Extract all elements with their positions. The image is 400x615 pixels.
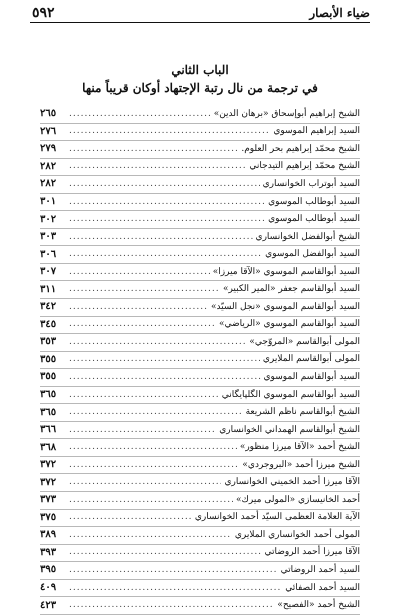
- toc-entry: [40, 352, 360, 370]
- toc-entry-page: ٣٥٥: [40, 371, 57, 383]
- toc-entry-name: الشيخ ميرزا أحمد «البروجردي»: [242, 459, 360, 470]
- toc-entry-name: السيد أحمد الصفائي: [285, 582, 360, 593]
- toc-entry: [40, 422, 360, 440]
- toc-entry-name: السيد أبوالقاسم الموسوي «الرياضي»: [219, 319, 360, 330]
- toc-entry-name: الشيخ أبوالقاسم ناظم الشريعة: [245, 407, 360, 418]
- toc-dot-leader: [69, 162, 246, 171]
- toc-dot-leader: [69, 215, 265, 224]
- toc-dot-leader: [69, 531, 232, 540]
- table-of-contents: [40, 106, 360, 615]
- toc-dot-leader: [69, 268, 210, 277]
- toc-entry: [40, 106, 360, 124]
- toc-entry: [40, 299, 360, 317]
- toc-entry: [40, 439, 360, 457]
- header-divider: [30, 22, 370, 23]
- toc-entry-name: الشيخ أبوالقاسم الهمداني الخوانساري: [219, 424, 360, 435]
- toc-entry: [40, 597, 360, 615]
- toc-entry: [40, 474, 360, 492]
- toc-entry-page: ٣٦٥: [40, 389, 57, 401]
- toc-entry-page: ٣٥٣: [40, 336, 57, 348]
- toc-entry-page: ٣٠٣: [40, 231, 57, 243]
- toc-entry: [40, 404, 360, 422]
- toc-entry-name: السيد أبوالقاسم الموسوي: [263, 371, 360, 382]
- toc-entry-name: الشيخ إبراهيم أبوإسحاق «برهان الدين»: [213, 108, 360, 119]
- toc-entry: [40, 141, 360, 159]
- toc-entry: [40, 211, 360, 229]
- toc-entry: [40, 176, 360, 194]
- toc-entry-page: ٣٧٢: [40, 459, 57, 471]
- toc-entry: [40, 317, 360, 335]
- toc-entry-name: السيد أحمد الروضاتي: [280, 564, 360, 575]
- toc-entry-name: المولى أبوالقاسم الملايري: [262, 354, 360, 365]
- toc-entry-page: ٢٨٢: [40, 178, 57, 190]
- page-header: [32, 6, 370, 20]
- toc-entry: [40, 580, 360, 598]
- toc-entry-page: ٣٦٥: [40, 406, 57, 418]
- toc-dot-leader: [69, 584, 282, 593]
- toc-dot-leader: [69, 496, 233, 505]
- toc-entry: [40, 229, 360, 247]
- toc-dot-leader: [69, 355, 260, 364]
- toc-entry-page: ٢٦٥: [40, 108, 57, 120]
- toc-entry-page: ٢٧٩: [40, 143, 57, 155]
- toc-entry: [40, 510, 360, 528]
- toc-entry-page: ٣٠٦: [40, 248, 57, 260]
- toc-entry-name: السيد أبوالقاسم الموسوي الگلپايگاني: [221, 389, 360, 400]
- toc-entry-page: ٣٠٢: [40, 213, 57, 225]
- toc-entry-name: السيد أبوتراب الخوانساري: [262, 178, 360, 189]
- chapter-subtitle: في ترجمة من نال رتبة الإجتهاد أوكان قريباً منها: [82, 81, 318, 95]
- toc-dot-leader: [69, 548, 261, 557]
- toc-entry: [40, 246, 360, 264]
- toc-entry-name: الشيخ أحمد «الفصيح»: [277, 600, 360, 611]
- toc-entry-name: السيد أبوالقاسم الموسوي «نجل السيّد»: [210, 301, 360, 312]
- toc-entry-page: ٣٧٥: [40, 511, 57, 523]
- toc-entry-name: المولى أبوالقاسم «المروّجي»: [249, 336, 360, 347]
- toc-entry-page: ٣٧٢: [40, 476, 57, 488]
- toc-dot-leader: [69, 320, 216, 329]
- toc-dot-leader: [69, 601, 274, 610]
- toc-entry-page: ٣٥٥: [40, 353, 57, 365]
- toc-entry: [40, 545, 360, 563]
- toc-entry-page: ٣٩٥: [40, 564, 57, 576]
- toc-entry-name: الشيخ محمّد إبراهيم التيدجاني: [249, 161, 360, 172]
- toc-entry: [40, 124, 360, 142]
- toc-entry-page: ٣٠٧: [40, 266, 57, 278]
- toc-entry: [40, 527, 360, 545]
- running-title: ضياء الأبصار: [309, 6, 370, 20]
- toc-entry-name: الآقا ميرزا أحمد الروضاتي: [264, 547, 360, 558]
- toc-entry-page: ٣٧٣: [40, 494, 57, 506]
- toc-entry-name: السيد أبوالقاسم الموسوي «الآقا ميرزا»: [212, 266, 360, 277]
- toc-dot-leader: [69, 478, 221, 487]
- toc-entry-name: السيد أبوالقاسم جعفر «المير الكبير»: [222, 284, 360, 295]
- toc-entry-page: ٢٧٦: [40, 125, 57, 137]
- page-number: ٥٩٢: [32, 5, 55, 21]
- toc-dot-leader: [69, 233, 253, 242]
- toc-entry-page: ٣٩٣: [40, 546, 57, 558]
- toc-dot-leader: [69, 145, 238, 154]
- toc-dot-leader: [69, 566, 278, 575]
- toc-entry-page: ٣٨٩: [40, 529, 57, 541]
- toc-dot-leader: [69, 338, 246, 347]
- chapter-title: الباب الثاني: [171, 63, 229, 77]
- toc-dot-leader: [69, 110, 211, 119]
- toc-entry-name: السيد أبوالفضل الموسوي: [265, 249, 360, 260]
- toc-entry-name: السيد إبراهيم الموسوي: [273, 126, 360, 137]
- toc-dot-leader: [69, 408, 243, 417]
- toc-entry-name: السيد أبوطالب الموسوي: [268, 214, 360, 225]
- toc-dot-leader: [69, 373, 261, 382]
- toc-entry: [40, 369, 360, 387]
- toc-dot-leader: [69, 303, 208, 312]
- toc-entry-page: ٣٦٦: [40, 424, 57, 436]
- toc-dot-leader: [69, 285, 220, 294]
- toc-entry-page: ٣٤٢: [40, 301, 57, 313]
- toc-dot-leader: [69, 426, 216, 435]
- toc-entry: [40, 159, 360, 177]
- toc-dot-leader: [69, 127, 270, 136]
- toc-entry: [40, 194, 360, 212]
- toc-entry: [40, 457, 360, 475]
- toc-entry-page: ٣٠١: [40, 196, 57, 207]
- toc-dot-leader: [69, 250, 262, 259]
- toc-entry-page: ٤٠٩: [40, 582, 57, 594]
- toc-entry-page: ٢٨٢: [40, 160, 57, 172]
- toc-entry: [40, 334, 360, 352]
- toc-entry-name: أحمد الخانيسازي «المولى ميرك»: [235, 494, 360, 505]
- toc-dot-leader: [69, 198, 265, 207]
- toc-entry-name: الآية العلامة العظمى السيّد أحمد الخوانساري: [194, 512, 360, 523]
- toc-dot-leader: [69, 443, 237, 452]
- toc-entry-name: الآقا ميرزا أحمد الخميني الخوانساري: [224, 477, 360, 488]
- toc-entry: [40, 281, 360, 299]
- toc-entry-name: الشيخ أبوالفضل الخوانساري: [255, 231, 360, 242]
- toc-entry-page: ٤٢٣: [40, 599, 57, 611]
- toc-entry: [40, 492, 360, 510]
- toc-dot-leader: [69, 180, 260, 189]
- toc-entry-page: ٣٤٥: [40, 318, 57, 330]
- toc-dot-leader: [69, 513, 192, 522]
- toc-dot-leader: [69, 391, 219, 400]
- toc-entry: [40, 387, 360, 405]
- toc-entry: [40, 264, 360, 282]
- toc-entry-page: ٣٦٨: [40, 441, 57, 453]
- toc-entry-name: المولى أحمد الخوانساري الملايري: [234, 529, 360, 540]
- toc-dot-leader: [69, 461, 239, 470]
- toc-entry-name: الشيخ أحمد «الآقا ميرزا منظور»: [239, 442, 360, 453]
- toc-entry-name: الشيخ محمّد إبراهيم بحر العلوم.: [241, 143, 360, 154]
- toc-entry: [40, 562, 360, 580]
- toc-entry-page: ٣١١: [40, 283, 57, 295]
- toc-entry-name: السيد أبوطالب الموسوي: [268, 196, 360, 207]
